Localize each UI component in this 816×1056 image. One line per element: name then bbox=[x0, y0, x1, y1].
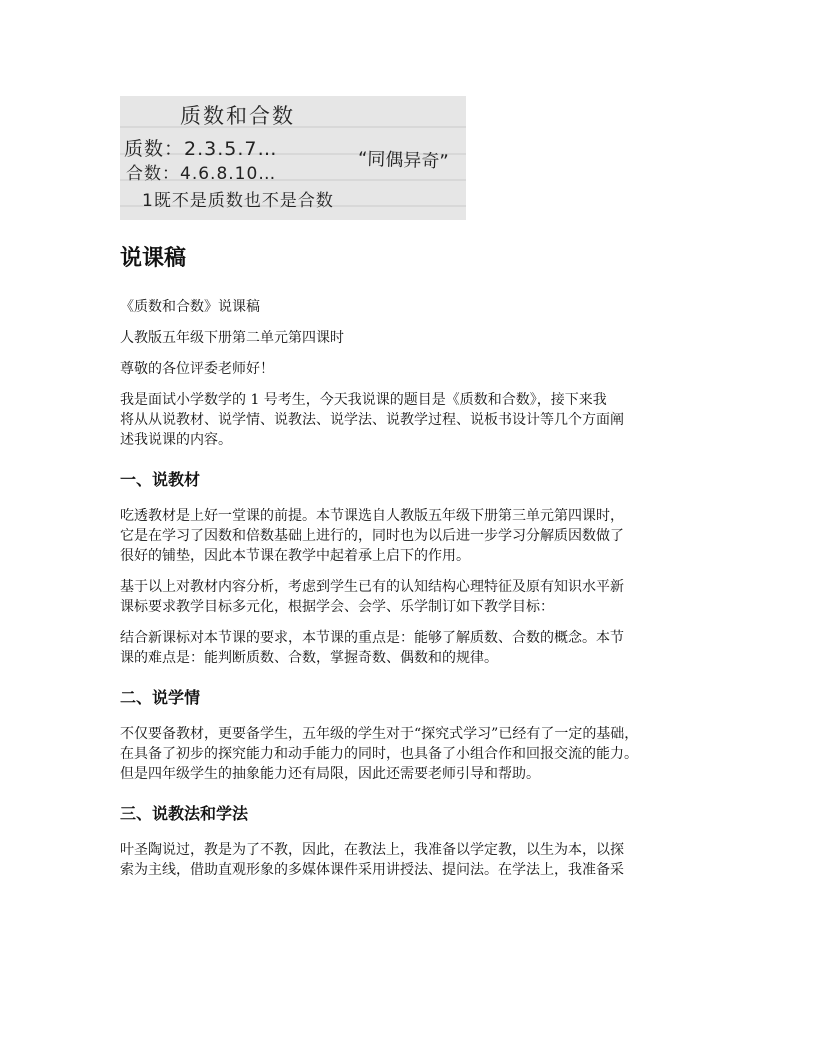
section-paragraph bbox=[120, 724, 710, 784]
text-line: 索为主线，借助直观形象的多媒体课件采用讲授法、提问法。在学法上，我准备采 bbox=[120, 862, 624, 878]
text-line: 述我说课的内容。 bbox=[120, 432, 232, 448]
text-line: 结合新课标对本节课的要求，本节课的重点是：能够了解质数、合数的概念。本节 bbox=[120, 630, 624, 646]
text-line: 它是在学习了因数和倍数基础上进行的，同时也为以后进一步学习分解质因数做了 bbox=[120, 528, 624, 544]
text-line: 将从从说教材、说学情、说教法、说学法、说教学过程、说板书设计等几个方面阐 bbox=[120, 412, 624, 428]
section-heading: 一、说教材 bbox=[120, 470, 201, 489]
notes-prime-line: 质数：2.3.5.7… bbox=[124, 138, 278, 160]
text-line: 吃透教材是上好一堂课的前提。本节课选自人教版五年级下册第三单元第四课时， bbox=[120, 508, 624, 524]
section-paragraph bbox=[120, 840, 710, 880]
notes-quote: “同偶异奇” bbox=[357, 148, 449, 173]
text-line: 课标要求教学目标多元化，根据学会、会学、乐学制订如下教学目标： bbox=[120, 599, 554, 615]
text-line: 叶圣陶说过，教是为了不教，因此，在教法上，我准备以学定教，以生为本，以探 bbox=[120, 842, 624, 858]
intro-line: 《质数和合数》说课稿 bbox=[120, 299, 260, 315]
text-line: 但是四年级学生的抽象能力还有局限，因此还需要老师引导和帮助。 bbox=[120, 766, 540, 782]
section-heading: 二、说学情 bbox=[120, 688, 201, 707]
intro-line: 人教版五年级下册第二单元第四课时 bbox=[120, 330, 344, 346]
page-title: 说课稿 bbox=[120, 246, 187, 271]
notes-one-line: 1既不是质数也不是合数 bbox=[142, 191, 334, 211]
text-line: 不仅要备教材，更要备学生，五年级的学生对于“探究式学习”已经有了一定的基础， bbox=[120, 726, 639, 742]
section-heading: 三、说教法和学法 bbox=[120, 804, 249, 823]
notes-title: 质数和合数 bbox=[180, 104, 295, 128]
intro-line: 尊敬的各位评委老师好！ bbox=[120, 361, 274, 377]
text-line: 我是面试小学数学的 1 号考生，今天我说课的题目是《质数和合数》，接下来我 bbox=[120, 392, 607, 408]
notes-composite-line: 合数：4.6.8.10… bbox=[126, 164, 277, 184]
section-paragraph bbox=[120, 506, 710, 566]
section-paragraph bbox=[120, 628, 710, 668]
handwritten-notes-photo bbox=[120, 96, 466, 220]
text-line: 很好的铺垫，因此本节课在教学中起着承上启下的作用。 bbox=[120, 548, 470, 564]
text-line: 基于以上对教材内容分析，考虑到学生已有的认知结构心理特征及原有知识水平新 bbox=[120, 579, 624, 595]
document-page bbox=[120, 96, 710, 891]
section-paragraph bbox=[120, 577, 710, 617]
opening-paragraph bbox=[120, 390, 710, 450]
text-line: 在具备了初步的探究能力和动手能力的同时，也具备了小组合作和回报交流的能力。 bbox=[120, 746, 638, 762]
text-line: 课的难点是：能判断质数、合数，掌握奇数、偶数和的规律。 bbox=[120, 650, 498, 666]
